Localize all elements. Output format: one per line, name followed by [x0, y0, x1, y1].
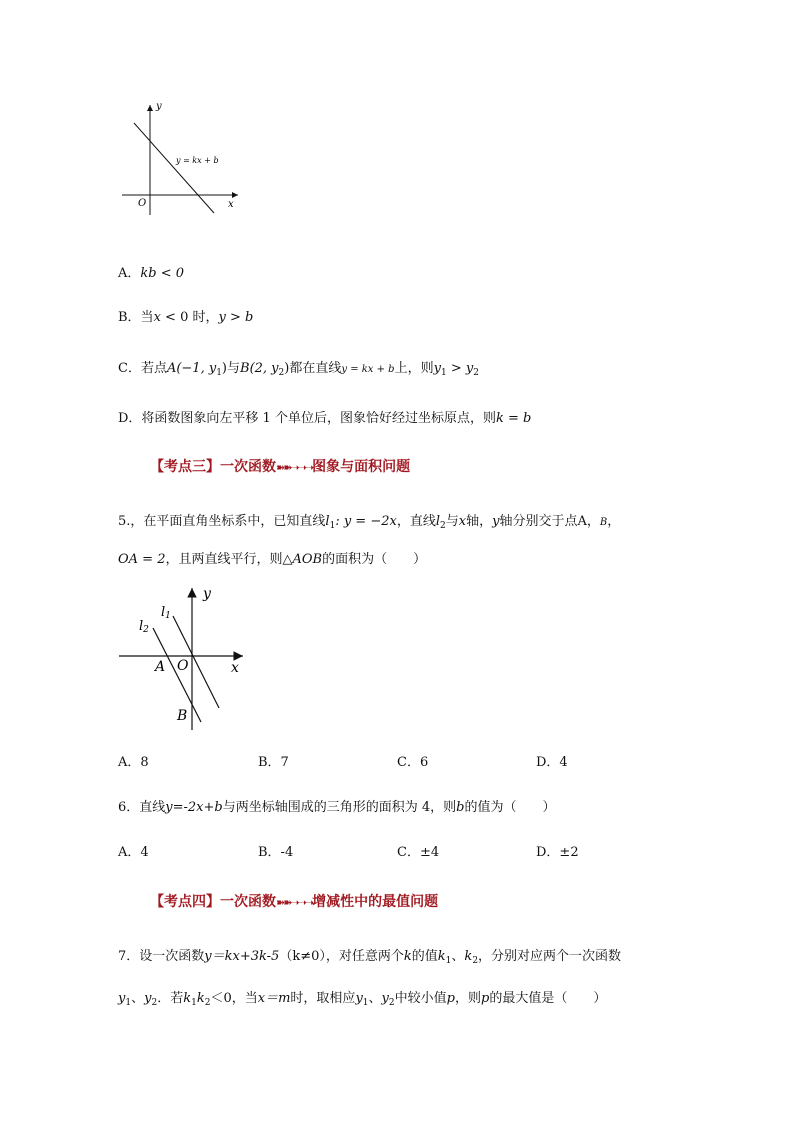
origin-label: O	[177, 658, 189, 674]
line-label: y = kx + b	[176, 156, 219, 165]
graph-parallel-lines	[115, 582, 255, 732]
section-heading-3: 【考点三】一次函数➽➽➝➝➝图象与面积问题	[150, 459, 411, 475]
x-axis-label: x	[228, 199, 234, 210]
l1-label: l1	[161, 605, 171, 621]
q5-option-d[interactable]: D．4	[536, 755, 568, 770]
q7-text-line-2: $y_1$、$y_2$．若$k_1k_2<0$，当x＝m时，取相应$y_1$、$y_2$中较小值p，则p的最大值是（ ）	[118, 991, 607, 1008]
q6-option-c[interactable]: C．±4	[397, 845, 440, 860]
q5-text-line-1: 5.，在平面直角坐标系中，已知直线$l_1$: y = −2x，直线$l_2$与x轴，y轴分别交于点A，B，	[118, 514, 621, 531]
q6-option-a[interactable]: A．4	[118, 845, 149, 860]
origin-label: O	[138, 198, 147, 209]
graph-linear-function	[110, 95, 250, 220]
q7-text-line-1: 7．设一次函数y＝kx+3k-5（k≠0），对任意两个k的值$k_1$、$k_2$，分别对应两个一次函数	[118, 949, 622, 966]
q6-option-d[interactable]: D．±2	[536, 845, 579, 860]
q5-option-b[interactable]: B．7	[258, 755, 289, 770]
q4-option-d[interactable]: D．将函数图象向左平移 1 个单位后，图象恰好经过坐标原点，则k = b	[118, 411, 532, 426]
section-heading-4: 【考点四】一次函数➽➽➝➝➝增减性中的最值问题	[150, 894, 439, 910]
q5-text-line-2: OA = 2，且两直线平行，则△AOB的面积为（ ）	[118, 552, 427, 567]
q4-option-a[interactable]: A．kb < 0	[118, 266, 185, 281]
q5-option-a[interactable]: A．8	[118, 755, 149, 770]
y-axis-label: y	[156, 101, 162, 112]
q4-option-c[interactable]: C．若点A(−1, $y_1$)与B(2, $y_2$)都在直线y = kx + b上，则$y_1 > y_2$	[118, 361, 479, 378]
point-b-label: B	[177, 708, 188, 724]
l2-label: l2	[139, 619, 149, 635]
q5-option-c[interactable]: C．6	[397, 755, 429, 770]
q6-text: 6．直线y=-2x+b与两坐标轴围成的三角形的面积为 4，则b的值为（ ）	[118, 800, 556, 815]
point-a-label: A	[155, 659, 166, 675]
x-axis-label: x	[231, 660, 239, 676]
y-axis-label: y	[203, 586, 211, 602]
q4-option-b[interactable]: B．当x < 0 时，y > b	[118, 310, 254, 325]
q6-option-b[interactable]: B．-4	[258, 845, 294, 860]
